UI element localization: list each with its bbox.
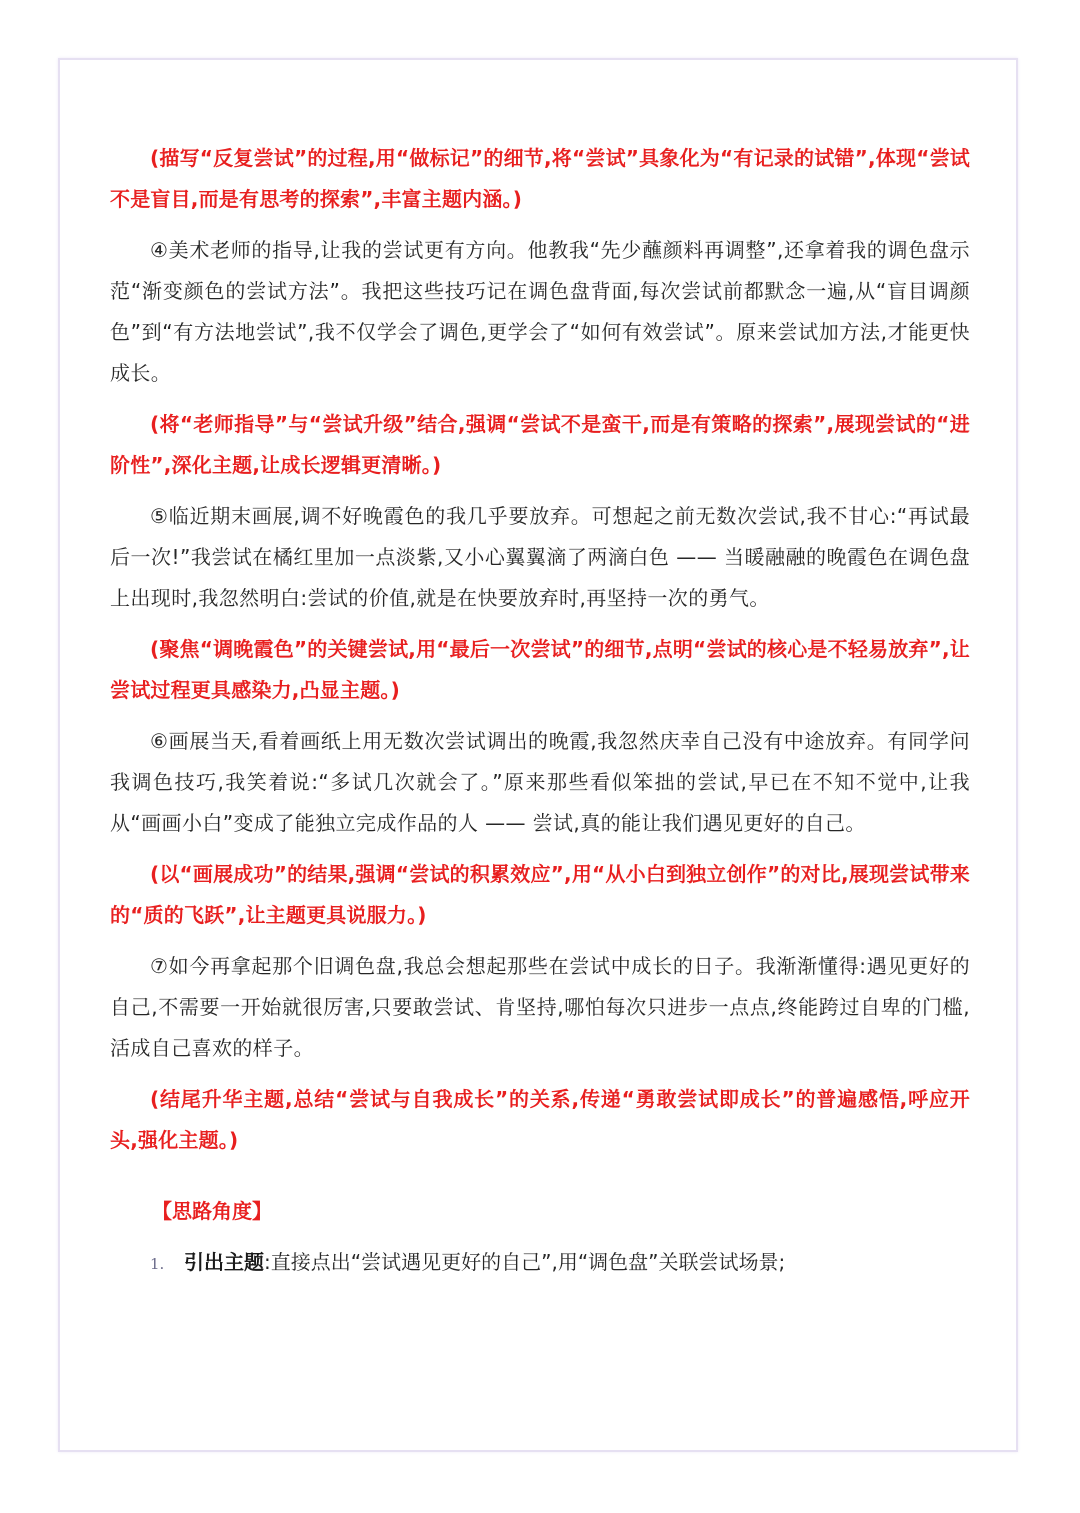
- paragraph-6: ⑥画展当天,看着画纸上用无数次尝试调出的晚霞,我忽然庆幸自己没有中途放弃。有同学问我调色技巧,我笑着说:“多试几次就会了。”原来那些看似笨拙的尝试,早已在不知不觉中,让我从“画画小白”变成了能独立完成作品的人 —— 尝试,真的能让我们遇见更好的自己。: [110, 729, 970, 835]
- annotation-note: (将“老师指导”与“尝试升级”结合,强调“尝试不是蛮干,而是有策略的探索”,展现尝试的“进阶性”,深化主题,让成长逻辑更清晰。): [110, 412, 970, 477]
- list-item-content: [184, 1242, 785, 1283]
- annotation-note: (描写“反复尝试”的过程,用“做标记”的细节,将“尝试”具象化为“有记录的试错”,体现“尝试不是盲目,而是有思考的探索”,丰富主题内涵。): [110, 146, 970, 211]
- paragraph-5: ⑤临近期末画展,调不好晚霞色的我几乎要放弃。可想起之前无数次尝试,我不甘心:“再试最后一次!”我尝试在橘红里加一点淡紫,又小心翼翼滴了两滴白色 —— 当暖融融的晚霞色在调色盘上出现时,我忽然明白:尝试的价值,就是在快要放弃时,再坚持一次的勇气。: [110, 504, 970, 610]
- annotation-note: (聚焦“调晚霞色”的关键尝试,用“最后一次尝试”的细节,点明“尝试的核心是不轻易放弃”,让尝试过程更具感染力,凸显主题。): [110, 637, 970, 702]
- paragraph-7: ⑦如今再拿起那个旧调色盘,我总会想起那些在尝试中成长的日子。我渐渐懂得:遇见更好的自己,不需要一开始就很厉害,只要敢尝试、肯坚持,哪怕每次只进步一点点,终能跨过自卑的门槛,活成自己喜欢的样子。: [110, 954, 970, 1060]
- annotation-note: (结尾升华主题,总结“尝试与自我成长”的关系,传递“勇敢尝试即成长”的普遍感悟,呼应开头,强化主题。): [110, 1087, 970, 1152]
- list-item-title: 引出主题: [184, 1250, 264, 1274]
- document-content: [110, 138, 970, 1285]
- paragraph-4: ④美术老师的指导,让我的尝试更有方向。他教我“先少蘸颜料再调整”,还拿着我的调色盘示范“渐变颜色的尝试方法”。我把这些技巧记在调色盘背面,每次尝试前都默念一遍,从“盲目调颜色”到“有方法地尝试”,我不仅学会了调色,更学会了“如何有效尝试”。原来尝试加方法,才能更快成长。: [110, 238, 970, 385]
- list-item: [150, 1242, 970, 1285]
- section-title: 【思路角度】: [152, 1199, 272, 1223]
- list-item-text: :直接点出“尝试遇见更好的自己”,用“调色盘”关联尝试场景;: [264, 1250, 786, 1274]
- list-number: 1.: [150, 1255, 165, 1273]
- annotation-note: (以“画展成功”的结果,强调“尝试的积累效应”,用“从小白到独立创作”的对比,展现尝试带来的“质的飞跃”,让主题更具说服力。): [110, 862, 970, 927]
